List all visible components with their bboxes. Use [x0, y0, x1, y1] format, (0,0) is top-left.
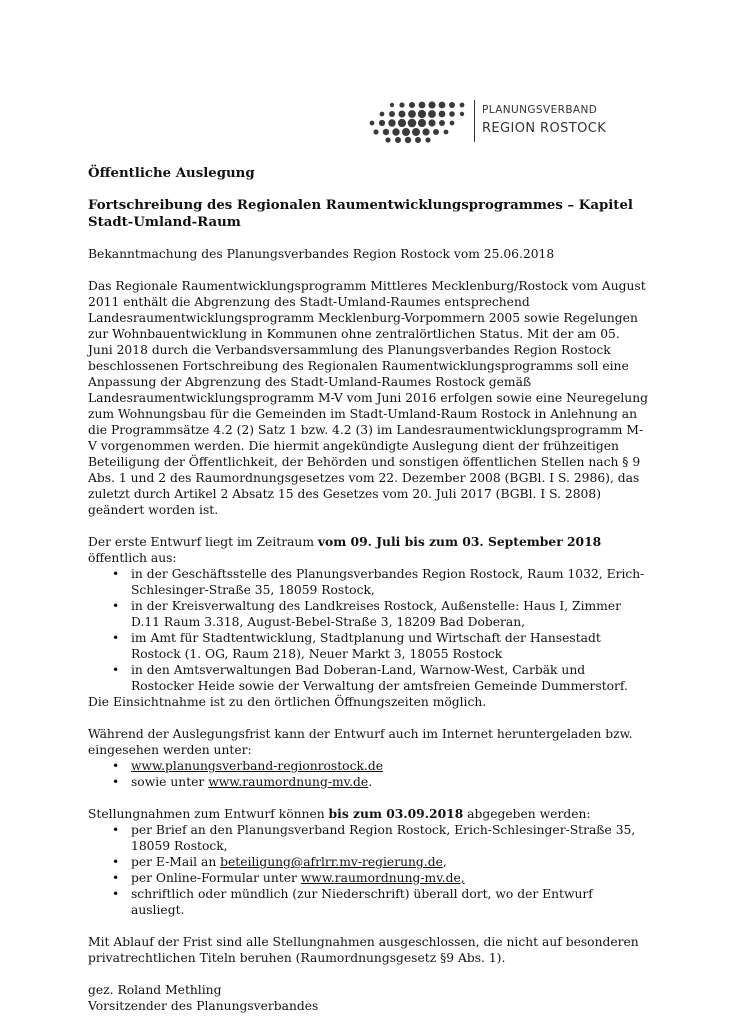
logo-dot: [433, 129, 439, 135]
statements-pre: Stellungnahmen zum Entwurf können: [88, 807, 329, 821]
list-item-pre: per Online-Formular unter: [131, 871, 301, 885]
logo-dot: [370, 121, 375, 126]
logo-dot: [379, 120, 385, 126]
logo-dot: [419, 102, 426, 109]
logo-dot: [450, 121, 455, 126]
list-item: [88, 854, 648, 870]
internet-intro: Während der Auslegungsfrist kann der Entwurf auch im Internet heruntergeladen bzw. eingesehen werden unter:: [88, 727, 633, 757]
document-title: Fortschreibung des Regionalen Raumentwicklungsprogrammes – Kapitel Stadt-Umland-Raum: [88, 198, 633, 230]
logo-dot: [380, 112, 385, 117]
signature-role: Vorsitzender des Planungsverbandes: [88, 999, 319, 1013]
logo-dot: [428, 119, 435, 126]
statements-paragraph: [88, 806, 648, 822]
logo-dot: [398, 119, 406, 127]
email-link[interactable]: beteiligung@afrlrr.mv-regierung.de: [220, 855, 443, 869]
logo-line-2: REGION ROSTOCK: [482, 121, 607, 136]
list-item: [88, 758, 648, 774]
logo-dot: [392, 128, 399, 135]
logo-dot: [388, 119, 395, 126]
logo-dot: [449, 102, 455, 108]
logo-dot: [402, 128, 410, 136]
logo-dot: [439, 111, 446, 118]
list-item: • schriftlich oder mündlich (zur Niederschrift) überall dort, wo der Entwurf ausliegt.: [88, 886, 648, 918]
list-item: [88, 870, 648, 886]
list-item: • in der Kreisverwaltung des Landkreises Rostock, Außenstelle: Haus I, Zimmer D.11 Raum 3.318, August-Bebel-Straße 3, 18209 Bad Doberan,: [88, 598, 648, 630]
logo-dot: [425, 137, 430, 142]
display-period: vom 09. Juli bis zum 03. September 2018: [317, 534, 602, 549]
dot-grid-logo-icon: [362, 98, 470, 144]
logo-dot: [389, 111, 395, 117]
signature-name: gez. Roland Methling: [88, 983, 222, 997]
announcement-line: Bekanntmachung des Planungsverbandes Region Rostock vom 25.06.2018: [88, 247, 555, 261]
statements-deadline: bis zum 03.09.2018: [328, 806, 464, 821]
logo-dot: [405, 137, 411, 143]
logo-dot: [422, 128, 429, 135]
logo-dot: [460, 112, 464, 116]
statements-post: abgegeben werden:: [463, 807, 591, 821]
display-period-paragraph: [88, 534, 648, 566]
raumordnung-link[interactable]: www.raumordnung-mv.de: [208, 775, 369, 789]
logo-dot: [399, 111, 406, 118]
logo-dot: [412, 128, 420, 136]
list-item: • per Brief an den Planungsverband Region Rostock, Erich-Schlesinger-Straße 35, 18059 Rostock,: [88, 822, 648, 854]
online-form-link[interactable]: www.raumordnung-mv.de,: [300, 871, 465, 885]
document-body: [88, 165, 648, 1014]
logo-dot: [390, 103, 394, 107]
logo-dot: [373, 129, 378, 134]
list-item: [88, 774, 648, 790]
display-locations-list: [88, 566, 648, 694]
logo-dot: [408, 110, 416, 118]
logo-dot: [395, 137, 401, 143]
logo-dot: [449, 111, 455, 117]
planungsverband-link[interactable]: www.planungsverband-regionrostock.de: [131, 759, 383, 773]
logo-dot: [399, 102, 404, 107]
display-post: öffentlich aus:: [88, 551, 177, 565]
intro-paragraph: Das Regionale Raumentwicklungsprogramm Mittleres Mecklenburg/Rostock vom August 2011 enthält die Abgrenzung des Stadt-Umland-Raumes entsprechend Landesraumentwicklungsprogramm Mecklenburg-Vorpommern 2005 sowie Regelungen zur Wohnbauentwicklung in Kommunen ohne zentralörtlichen Status. Mit der am 05. Juni 2018 durch die Verbandsversammlung des Planungsverbandes Region Rostock beschlossenen Fortschreibung des Regionalen Raumentwicklungsprogramms soll eine Anpassung der Abgrenzung des Stadt-Umland-Raumes Rostock gemäß Landesraumentwicklungsprogramm M-V vom Juni 2016 erfolgen sowie eine Neuregelung zum Wohnungsbau für die Gemeinden im Stadt-Umland-Raum Rostock in Anlehnung an die Programmsätze 4.2 (2) Satz 1 bzw. 4.2 (3) im Landesraumentwicklungsprogramm M-V vorgenommen werden. Die hiermit angekündigte Auslegung dient der frühzeitigen Beteiligung der Öffentlichkeit, der Behörden und sonstigen öffentlichen Stellen nach § 9 Abs. 1 und 2 des Raumordnungsgesetzes vom 22. Dezember 2008 (BGBl. I S. 2986), das zuletzt durch Artikel 2 Absatz 15 des Gesetzes vom 20. Juli 2017 (BGBl. I S. 2808) geändert worden ist.: [88, 279, 648, 517]
logo-dot: [418, 110, 426, 118]
opening-hours-note: Die Einsichtnahme ist zu den örtlichen Öffnungszeiten möglich.: [88, 695, 487, 709]
closing-paragraph: Mit Ablauf der Frist sind alle Stellungnahmen ausgeschlossen, die nicht auf besonderen privatrechtlichen Titeln beruhen (Raumordnungsgesetz §9 Abs. 1).: [88, 935, 639, 965]
logo-dot: [439, 120, 445, 126]
internet-links-list: [88, 758, 648, 790]
logo-dot: [460, 103, 465, 108]
logo-dot: [385, 137, 390, 142]
logo-dot: [383, 129, 389, 135]
logo-dot: [439, 102, 446, 109]
logo-dot: [428, 110, 436, 118]
logo-dot: [418, 119, 426, 127]
list-item-pre: sowie unter: [131, 775, 209, 789]
list-item-post: .: [368, 775, 373, 789]
list-item-pre: per E-Mail an: [131, 855, 221, 869]
logo-line-1: PLANUNGSVERBAND: [482, 104, 598, 116]
logo-divider: [474, 100, 475, 142]
logo-dot: [415, 137, 421, 143]
list-item: • in den Amtsverwaltungen Bad Doberan-Land, Warnow-West, Carbäk und Rostocker Heide sowie der Verwaltung der amtsfreien Gemeinde Dummerstorf.: [88, 662, 648, 694]
logo-dot: [408, 119, 417, 128]
logo-dot: [444, 130, 449, 135]
organization-logo: [362, 98, 632, 150]
logo-dot: [409, 102, 415, 108]
statements-methods-list: [88, 822, 648, 918]
list-item: • in der Geschäftsstelle des Planungsverbandes Region Rostock, Raum 1032, Erich-Schlesinger-Straße 35, 18059 Rostock,: [88, 566, 648, 598]
list-item-post: ,: [442, 855, 447, 869]
display-pre: Der erste Entwurf liegt im Zeitraum: [88, 535, 318, 549]
list-item: • im Amt für Stadtentwicklung, Stadtplanung und Wirtschaft der Hansestadt Rostock (1. OG, Raum 218), Neuer Markt 3, 18055 Rostock: [88, 630, 648, 662]
logo-dot: [428, 101, 435, 108]
page-heading: Öffentliche Auslegung: [88, 166, 255, 181]
